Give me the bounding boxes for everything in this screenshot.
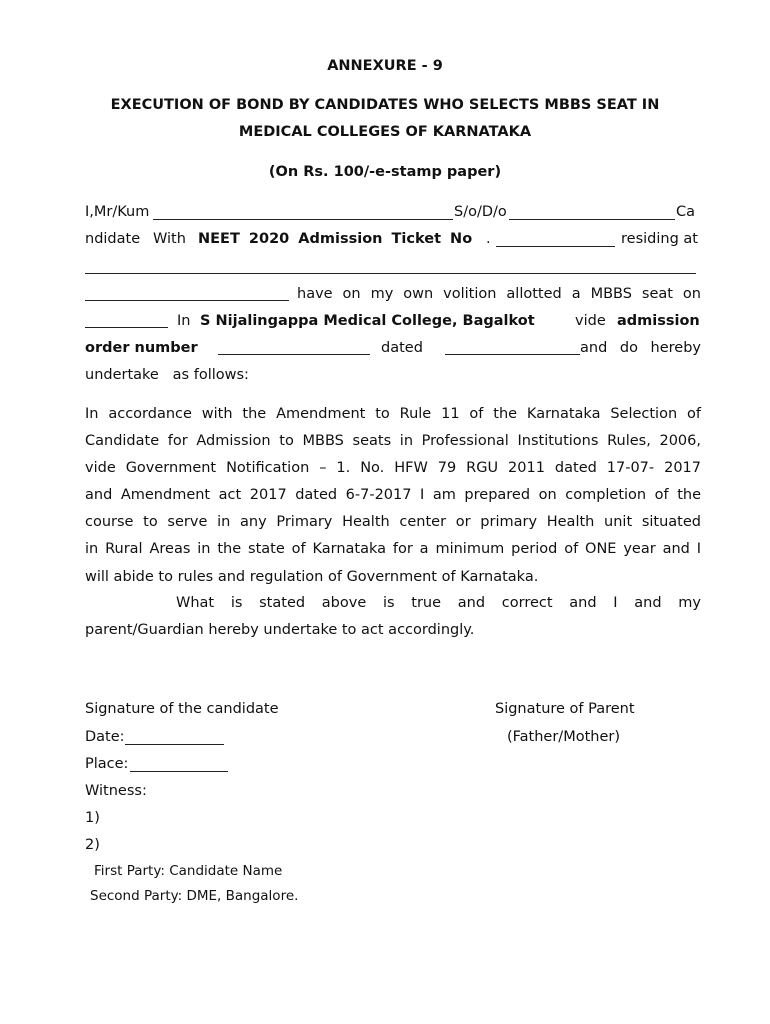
vide-word: vide [575, 313, 606, 329]
dated-label: dated [381, 340, 423, 356]
candidate-word-start: Ca [676, 204, 696, 220]
name-label: I,Mr/Kum [85, 204, 150, 220]
place-blank[interactable] [130, 771, 228, 772]
witness-2: 2) [85, 837, 100, 853]
annexure-heading: ANNEXURE - 9 [327, 58, 443, 74]
relation-blank[interactable] [509, 219, 675, 220]
title-line-2: MEDICAL COLLEGES OF KARNATAKA [238, 124, 532, 140]
date-blank[interactable] [125, 744, 224, 745]
address-blank-2[interactable] [85, 300, 289, 301]
candidate-word-end: ndidate [85, 231, 141, 247]
admission-word: admission [617, 313, 700, 329]
order-date-blank[interactable] [445, 354, 580, 355]
title-line-1: EXECUTION OF BOND BY CANDIDATES WHO SELECTS MBBS SEAT IN [110, 97, 660, 113]
parent-signature-label: Signature of Parent [495, 701, 635, 717]
body-line-4: and Amendment act 2017 dated 6-7-2017 I am prepared on completion of the [85, 487, 701, 503]
place-label: Place: [85, 756, 129, 772]
in-word: In [177, 313, 191, 329]
witness-label: Witness: [85, 783, 147, 799]
body-line-2: Candidate for Admission to MBBS seats in Professional Institutions Rules, 2006, [85, 433, 701, 449]
stamp-note: (On Rs. 100/-e-stamp paper) [268, 164, 502, 180]
with-word: With [153, 231, 186, 247]
undertake-text: undertake as follows: [85, 367, 249, 383]
date-label: Date: [85, 729, 125, 745]
body-line-1: In accordance with the Amendment to Rule 11 of the Karnataka Selection of [85, 406, 701, 422]
relation-label: S/o/D/o [454, 204, 507, 220]
body-line-7: will abide to rules and regulation of Government of Karnataka. [85, 569, 539, 585]
name-blank[interactable] [153, 219, 453, 220]
second-party: Second Party: DME, Bangalore. [90, 888, 299, 904]
declaration-line-1: What is stated above is true and correct and I and my [176, 595, 701, 611]
first-party: First Party: Candidate Name [94, 863, 283, 879]
ticket-no-dot: . [486, 231, 491, 247]
candidate-signature-label: Signature of the candidate [85, 701, 279, 717]
body-line-5: course to serve in any Primary Health center or primary Health unit situated [85, 514, 701, 530]
body-line-6: in Rural Areas in the state of Karnataka for a minimum period of ONE year and I [85, 541, 701, 557]
address-blank[interactable] [85, 273, 696, 274]
body-line-3: vide Government Notification – 1. No. HFW 79 RGU 2011 dated 17-07- 2017 [85, 460, 701, 476]
declaration-line-2: parent/Guardian hereby undertake to act accordingly. [85, 622, 475, 638]
parent-relation-label: (Father/Mother) [507, 729, 620, 745]
ticket-no-label: NEET 2020 Admission Ticket No [198, 231, 473, 247]
allotment-text: have on my own volition allotted a MBBS seat on [297, 286, 701, 302]
college-name: S Nijalingappa Medical College, Bagalkot [200, 313, 535, 329]
order-number-blank[interactable] [218, 354, 370, 355]
witness-1: 1) [85, 810, 100, 826]
ticket-no-blank[interactable] [496, 246, 615, 247]
allotment-date-blank[interactable] [85, 327, 168, 328]
hereby-text: and do hereby [580, 340, 701, 356]
order-number-label: order number [85, 340, 198, 356]
residing-label: residing at [621, 231, 698, 247]
